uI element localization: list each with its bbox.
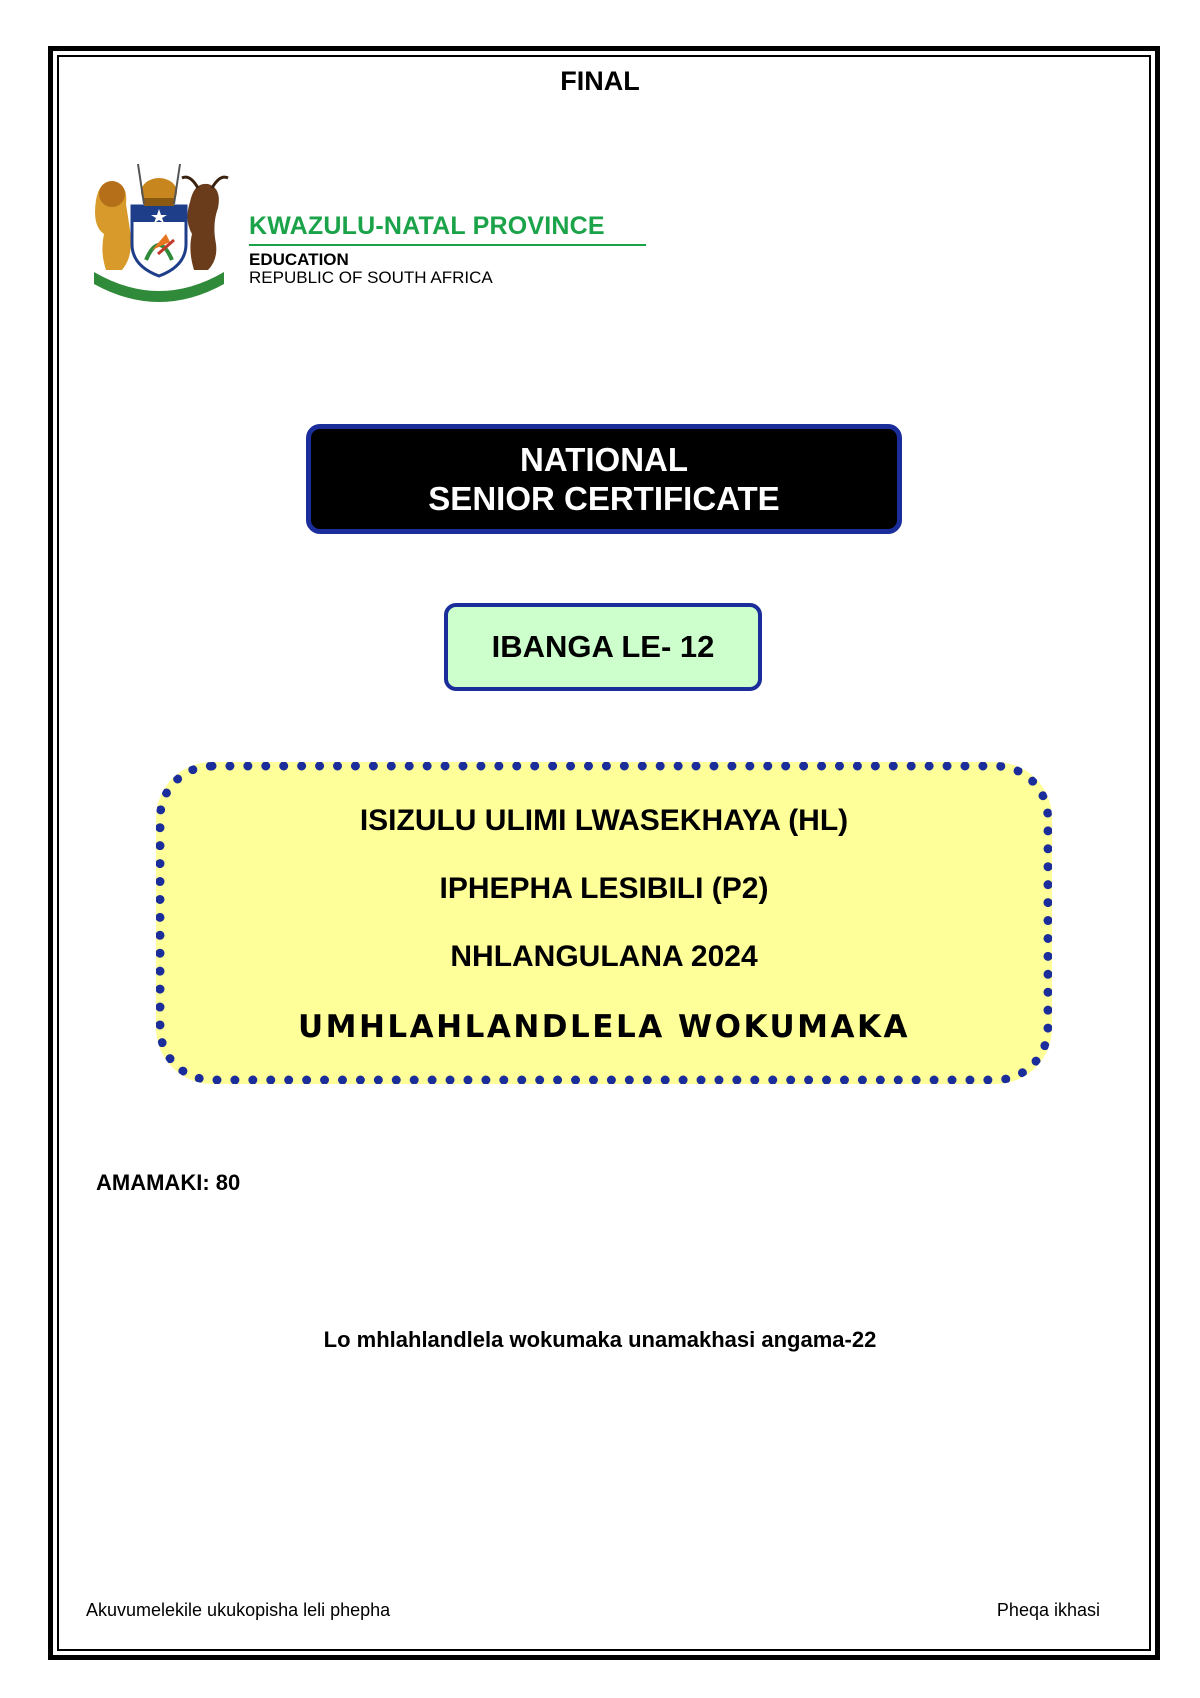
page-count-note: Lo mhlahlandlela wokumaka unamakhasi angama-22 bbox=[323, 1327, 877, 1352]
subject-paper: IPHEPHA LESIBILI (P2) bbox=[439, 872, 769, 905]
subject-language: ISIZULU ULIMI LWASEKHAYA (HL) bbox=[359, 804, 849, 837]
copyright-notice: Akuvumelekile ukukopisha leli phepha bbox=[86, 1600, 391, 1620]
subject-session: NHLANGULANA 2024 bbox=[450, 940, 758, 973]
department-name: EDUCATION bbox=[249, 250, 349, 269]
country-name: REPUBLIC OF SOUTH AFRICA bbox=[249, 268, 493, 287]
subject-panel bbox=[156, 762, 1052, 1084]
total-marks: AMAMAKI: 80 bbox=[96, 1170, 241, 1195]
document-title: UMHLAHLANDLELA WOKUMAKA bbox=[297, 1009, 911, 1045]
certificate-line-2: SENIOR CERTIFICATE bbox=[428, 480, 780, 517]
turn-page-note: Pheqa ikhasi bbox=[996, 1600, 1100, 1620]
certificate-line-1: NATIONAL bbox=[519, 441, 689, 478]
grade-badge: IBANGA LE- 12 bbox=[444, 603, 762, 691]
certificate-banner bbox=[306, 424, 902, 534]
province-divider bbox=[249, 244, 646, 246]
kzn-coat-of-arms-icon bbox=[86, 160, 232, 304]
final-label: FINAL bbox=[560, 66, 640, 96]
province-name: KWAZULU-NATAL PROVINCE bbox=[249, 212, 605, 240]
